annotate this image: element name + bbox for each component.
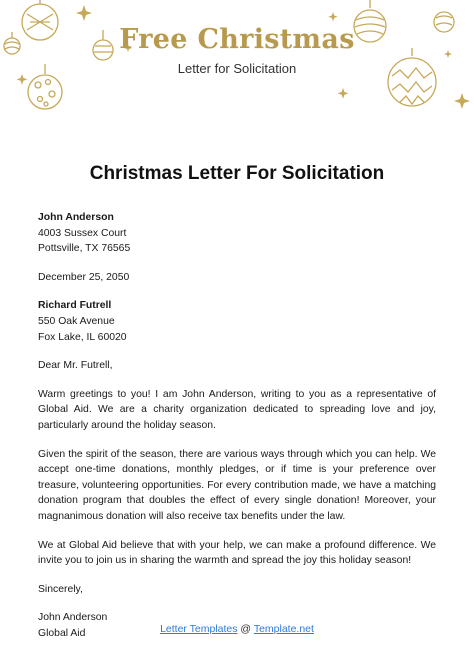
letter-date: December 25, 2050 [38,271,130,283]
footer [0,623,474,635]
letter-body [38,210,436,641]
paragraph-2 [38,447,436,525]
letter-date-block [38,270,436,286]
recipient-name: Richard Futrell [38,300,112,312]
letter-templates-link[interactable]: Letter Templates [160,623,238,635]
template-net-link[interactable]: Template.net [253,623,314,635]
closing-block [38,582,436,598]
paragraph-3 [38,538,436,569]
paragraph-text: Warm greetings to you! I am John Anderson, writing to you as a representative of Global Aid. We are a charity organization dedicated to spreading love and joy, particularly around the holiday season. [38,388,436,431]
signature-name: John Anderson [38,612,108,624]
header-banner [0,0,474,130]
salutation-block [38,358,436,374]
recipient-address [38,298,436,345]
recipient-city: Fox Lake, IL 60020 [38,331,127,343]
sender-address [38,210,436,257]
paragraph-text: Given the spirit of the season, there are various ways through which you can help. We accept one-time donations, monthly pledges, or if time is your preference over treasure, volunteering opportunities. For every contribution made, we have a matching donation program that doubles the effect of every single donation! Moreover, your magnanimous donation will also receive tax benefits under the law. [38,448,436,522]
salutation: Dear Mr. Futrell, [38,360,113,372]
footer-separator: @ [237,623,254,635]
sender-name: John Anderson [38,212,114,223]
closing: Sincerely, [38,583,83,595]
sender-street: 4003 Sussex Court [38,227,127,239]
paragraph-text: We at Global Aid believe that with your help, we can make a profound difference. We invite you to join us in sharing the warmth and spread the joy this holiday season! [38,539,436,567]
brand-subtitle: Letter for Solicitation [177,61,297,76]
brand-title: Free Christmas [119,24,355,55]
document-title: Christmas Letter For Solicitation [89,163,385,184]
recipient-street: 550 Oak Avenue [38,315,115,327]
signature-org: Global Aid [38,627,86,639]
sender-city: Pottsville, TX 76565 [38,243,131,255]
paragraph-1 [38,387,436,434]
